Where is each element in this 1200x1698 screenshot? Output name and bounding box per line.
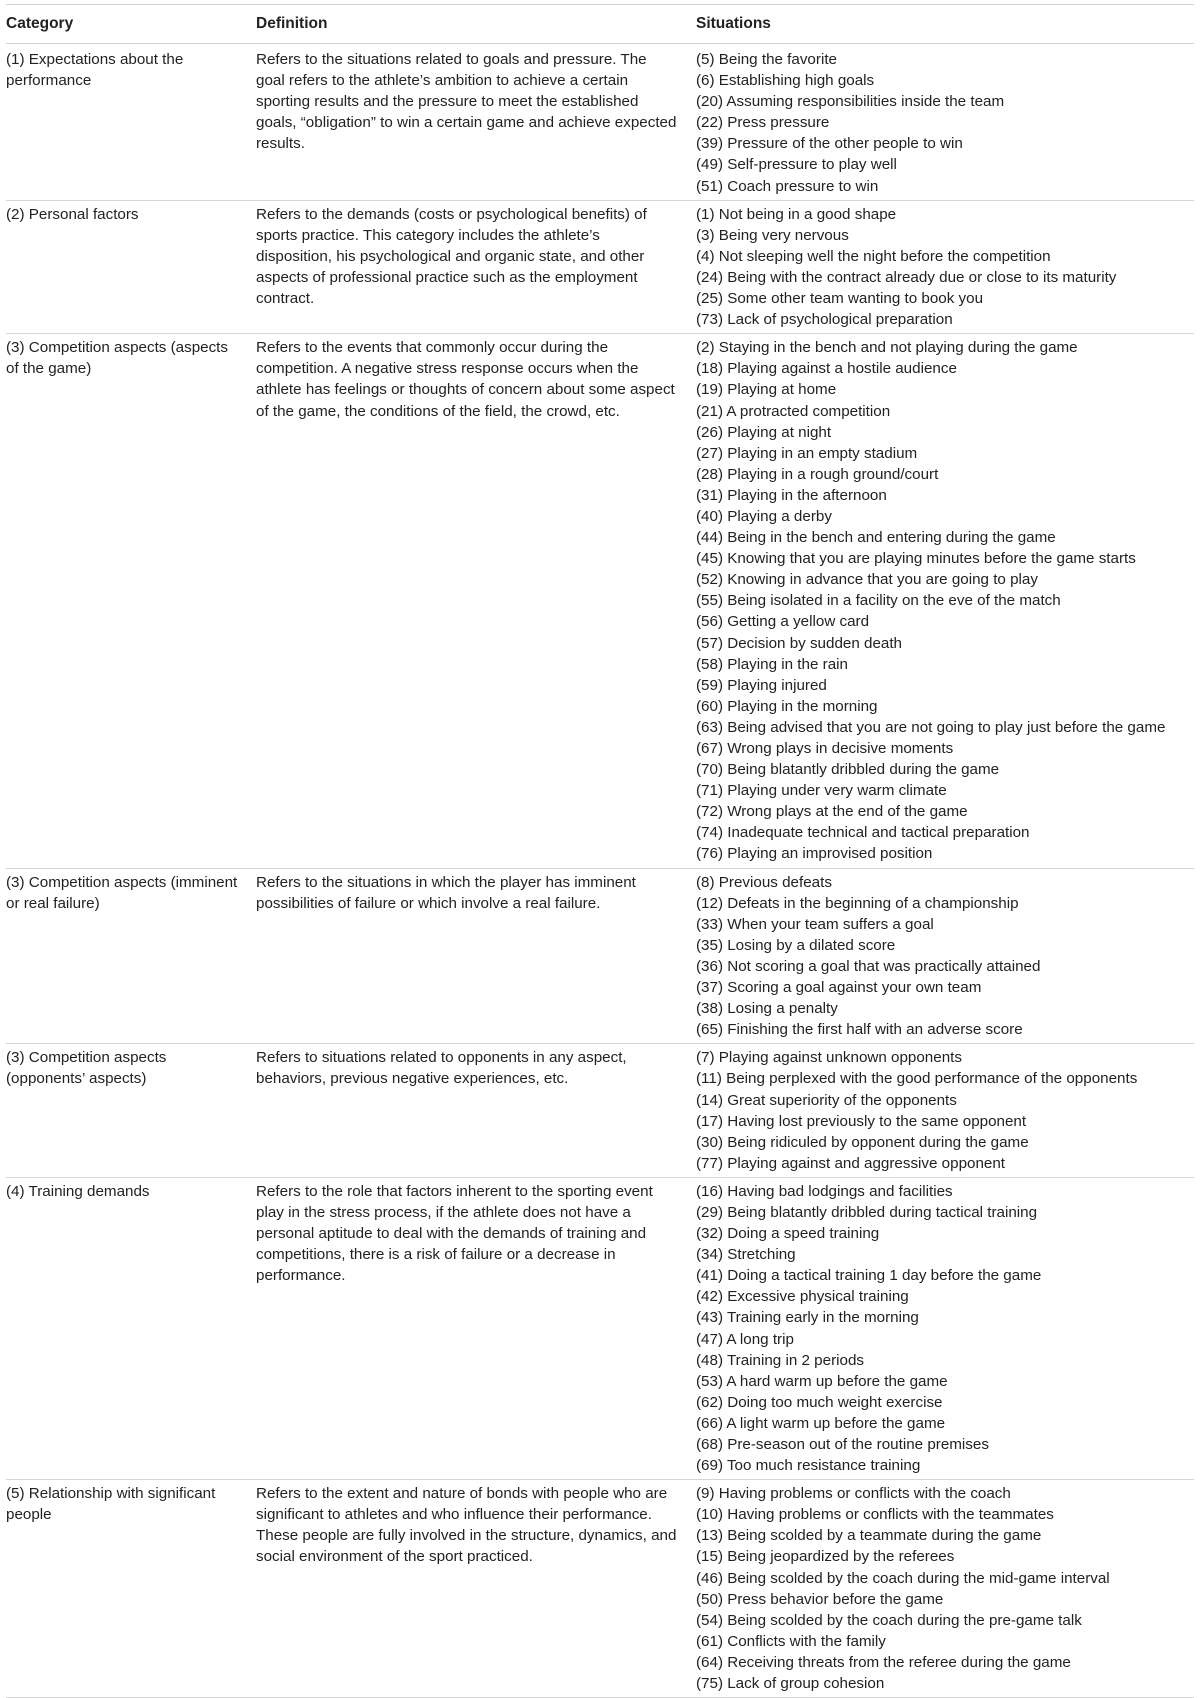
situation-item: (56) Getting a yellow card xyxy=(696,613,870,631)
situation-item: (18) Playing against a hostile audience xyxy=(696,360,957,378)
situation-item: (52) Knowing in advance that you are going to play xyxy=(696,571,1038,589)
situation-item: (32) Doing a speed training xyxy=(696,1225,880,1243)
situation-item: (77) Playing against and aggressive opponent xyxy=(696,1154,1006,1172)
situation-item: (75) Lack of group cohesion xyxy=(696,1675,885,1693)
situation-item: (24) Being with the contract already due or close to its maturity xyxy=(696,268,1117,286)
definition-cell: Refers to the events that commonly occur during the competition. A negative stress response occurs when the athlete has feelings or thoughts of concern about some aspect of the game, the conditions of the field, the crowd, etc. xyxy=(248,334,688,868)
situations-cell xyxy=(688,1480,1194,1698)
situation-item: (48) Training in 2 periods xyxy=(696,1351,864,1369)
situation-item: (59) Playing injured xyxy=(696,676,827,694)
situation-item: (74) Inadequate technical and tactical preparation xyxy=(696,824,1030,842)
table-row xyxy=(6,44,1194,201)
situation-item: (31) Playing in the afternoon xyxy=(696,486,887,504)
category-cell: (4) Training demands xyxy=(6,1177,248,1479)
table-row xyxy=(6,200,1194,334)
situation-item: (3) Being very nervous xyxy=(696,226,849,244)
definition-cell: Refers to situations related to opponents in any aspect, behaviors, previous negative experiences, etc. xyxy=(248,1044,688,1178)
situation-item: (68) Pre-season out of the routine premises xyxy=(696,1436,989,1453)
situation-item: (64) Receiving threats from the referee during the game xyxy=(696,1653,1071,1671)
situation-item: (17) Having lost previously to the same opponent xyxy=(696,1112,1027,1130)
category-cell: (5) Relationship with significant people xyxy=(6,1480,248,1698)
situation-item: (73) Lack of psychological preparation xyxy=(696,311,953,329)
situation-item: (62) Doing too much weight exercise xyxy=(696,1393,943,1411)
table-row xyxy=(6,334,1194,868)
table-row xyxy=(6,1044,1194,1178)
situation-item: (45) Knowing that you are playing minutes before the game starts xyxy=(696,550,1136,568)
situation-item: (40) Playing a derby xyxy=(696,507,832,525)
situations-cell xyxy=(688,200,1194,334)
situations-cell xyxy=(688,1177,1194,1479)
situation-item: (49) Self-pressure to play well xyxy=(696,156,897,174)
situation-item: (61) Conflicts with the family xyxy=(696,1632,886,1650)
situation-item: (58) Playing in the rain xyxy=(696,655,848,673)
situation-item: (15) Being jeopardized by the referees xyxy=(696,1548,955,1566)
situation-item: (34) Stretching xyxy=(696,1246,796,1264)
table-row xyxy=(6,1480,1194,1698)
situation-item: (33) When your team suffers a goal xyxy=(696,915,934,933)
situation-item: (41) Doing a tactical training 1 day before the game xyxy=(696,1267,1042,1285)
situation-item: (12) Defeats in the beginning of a championship xyxy=(696,894,1019,912)
situation-item: (67) Wrong plays in decisive moments xyxy=(696,740,954,757)
situation-item: (11) Being perplexed with the good performance of the opponents xyxy=(696,1070,1138,1088)
situation-item: (6) Establishing high goals xyxy=(696,72,875,90)
definition-cell: Refers to the situations related to goals and pressure. The goal refers to the athlete’s ambition to achieve a certain sporting results and the pressure to meet the established goals, “obligation” to win a certain game and achieve expected results. xyxy=(248,44,688,201)
situation-item: (47) A long trip xyxy=(696,1330,794,1348)
situation-item: (20) Assuming responsibilities inside the team xyxy=(696,93,1005,111)
situation-item: (39) Pressure of the other people to win xyxy=(696,135,963,153)
situation-item: (13) Being scolded by a teammate during the game xyxy=(696,1527,1042,1545)
situation-item: (14) Great superiority of the opponents xyxy=(696,1091,957,1109)
situation-item: (8) Previous defeats xyxy=(696,873,832,891)
definition-cell: Refers to the extent and nature of bonds with people who are significant to athletes and who influence their performance. These people are fully involved in the structure, dynamics, and social environment of the sport practiced. xyxy=(248,1480,688,1698)
situations-cell xyxy=(688,44,1194,201)
table-row xyxy=(6,1177,1194,1479)
situation-item: (35) Losing by a dilated score xyxy=(696,936,896,954)
situation-item: (36) Not scoring a goal that was practically attained xyxy=(696,957,1041,975)
situation-item: (10) Having problems or conflicts with the teammates xyxy=(696,1506,1054,1524)
category-cell: (3) Competition aspects (imminent or real failure) xyxy=(6,868,248,1044)
situation-item: (53) A hard warm up before the game xyxy=(696,1372,948,1390)
category-cell: (3) Competition aspects (aspects of the game) xyxy=(6,334,248,868)
situation-item: (22) Press pressure xyxy=(696,114,830,132)
situation-item: (1) Not being in a good shape xyxy=(696,205,897,223)
situation-item: (2) Staying in the bench and not playing during the game xyxy=(696,339,1078,357)
situation-item: (16) Having bad lodgings and facilities xyxy=(696,1182,953,1200)
situation-item: (60) Playing in the morning xyxy=(696,697,878,715)
definition-cell: Refers to the role that factors inherent to the sporting event play in the stress process, if the athlete does not have a personal aptitude to deal with the demands of training and competitions, there is a risk of failure or a decrease in performance. xyxy=(248,1177,688,1479)
situation-item: (72) Wrong plays at the end of the game xyxy=(696,803,968,821)
situation-item: (19) Playing at home xyxy=(696,381,837,399)
situation-item: (65) Finishing the first half with an adverse score xyxy=(696,1021,1023,1039)
situation-item: (7) Playing against unknown opponents xyxy=(696,1049,962,1067)
situation-item: (46) Being scolded by the coach during the mid-game interval xyxy=(696,1569,1110,1587)
situation-item: (5) Being the favorite xyxy=(696,51,837,68)
situation-item: (28) Playing in a rough ground/court xyxy=(696,465,939,483)
situation-item: (27) Playing in an empty stadium xyxy=(696,444,918,462)
header-row xyxy=(6,5,1194,44)
situation-item: (55) Being isolated in a facility on the eve of the match xyxy=(696,592,1061,610)
situation-item: (51) Coach pressure to win xyxy=(696,177,879,195)
situation-item: (76) Playing an improvised position xyxy=(696,845,933,863)
category-cell: (2) Personal factors xyxy=(6,200,248,334)
situation-item: (54) Being scolded by the coach during the pre-game talk xyxy=(696,1611,1082,1629)
header-situations: Situations xyxy=(688,5,1194,44)
situations-cell xyxy=(688,868,1194,1044)
category-cell: (1) Expectations about the performance xyxy=(6,44,248,201)
table-body xyxy=(6,44,1194,1698)
header-definition: Definition xyxy=(248,5,688,44)
situation-item: (57) Decision by sudden death xyxy=(696,634,903,652)
situation-item: (42) Excessive physical training xyxy=(696,1288,909,1306)
situations-cell xyxy=(688,334,1194,868)
category-cell: (3) Competition aspects (opponents’ aspects) xyxy=(6,1044,248,1178)
situation-item: (69) Too much resistance training xyxy=(696,1457,921,1475)
situation-item: (70) Being blatantly dribbled during the game xyxy=(696,761,1000,779)
table-row xyxy=(6,868,1194,1044)
situation-item: (26) Playing at night xyxy=(696,423,832,441)
header-category: Category xyxy=(6,5,248,44)
situation-item: (38) Losing a penalty xyxy=(696,1000,838,1018)
stress-categories-table xyxy=(6,4,1194,1698)
situation-item: (4) Not sleeping well the night before the competition xyxy=(696,247,1051,265)
definition-cell: Refers to the situations in which the player has imminent possibilities of failure or which involve a real failure. xyxy=(248,868,688,1044)
situation-item: (30) Being ridiculed by opponent during the game xyxy=(696,1133,1029,1151)
table-header xyxy=(6,5,1194,44)
situation-item: (9) Having problems or conflicts with the coach xyxy=(696,1485,1011,1503)
situation-item: (29) Being blatantly dribbled during tactical training xyxy=(696,1203,1038,1221)
situation-item: (37) Scoring a goal against your own team xyxy=(696,979,982,997)
situation-item: (25) Some other team wanting to book you xyxy=(696,290,984,308)
situation-item: (44) Being in the bench and entering during the game xyxy=(696,529,1056,547)
definition-cell: Refers to the demands (costs or psychological benefits) of sports practice. This category includes the athlete’s disposition, his psychological and organic state, and other aspects of professional practice such as the employment contract. xyxy=(248,200,688,334)
situations-cell xyxy=(688,1044,1194,1178)
situation-item: (63) Being advised that you are not going to play just before the game xyxy=(696,718,1166,736)
situation-item: (21) A protracted competition xyxy=(696,402,891,420)
situation-item: (71) Playing under very warm climate xyxy=(696,782,947,800)
situation-item: (50) Press behavior before the game xyxy=(696,1590,944,1608)
situation-item: (66) A light warm up before the game xyxy=(696,1414,946,1432)
situation-item: (43) Training early in the morning xyxy=(696,1309,919,1327)
